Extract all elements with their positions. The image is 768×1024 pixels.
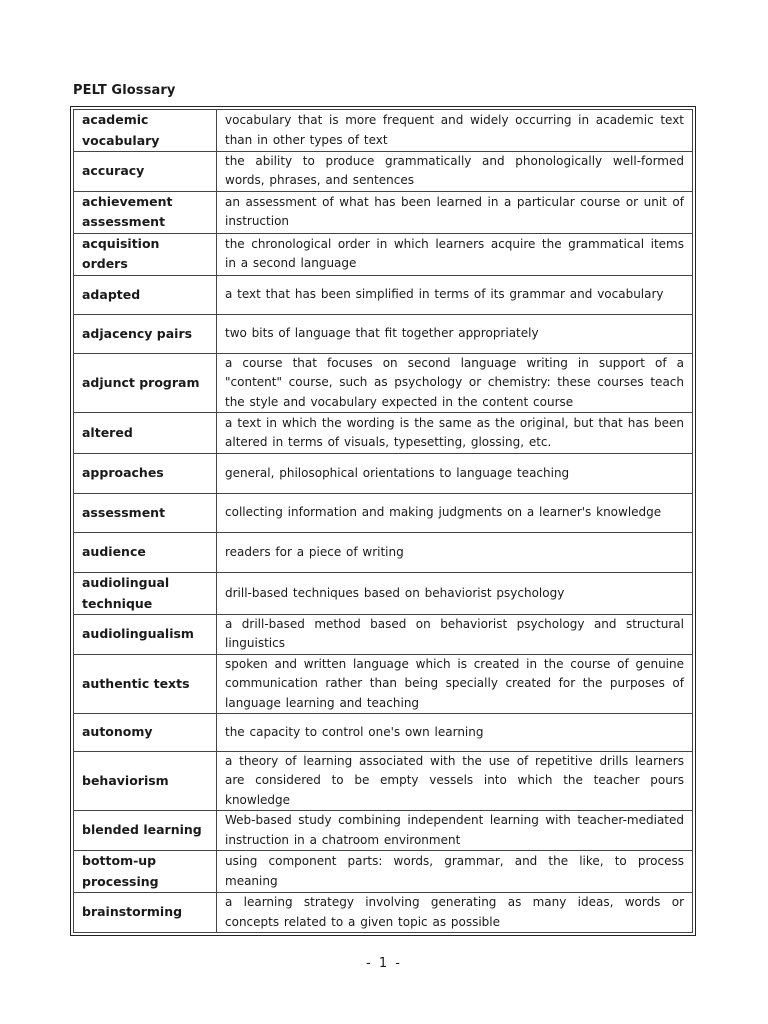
glossary-term: achievement assessment (74, 191, 217, 233)
glossary-term: accuracy (74, 152, 217, 192)
glossary-row (74, 893, 693, 933)
glossary-row (74, 353, 693, 412)
glossary-term: autonomy (74, 714, 217, 752)
glossary-row (74, 191, 693, 233)
glossary-definition: spoken and written language which is created in the course of genuine communication rather than being specially created for the purposes of language learning and teaching (217, 654, 693, 713)
glossary-term: blended learning (74, 811, 217, 851)
glossary-row (74, 851, 693, 893)
glossary-term: audiolingualism (74, 615, 217, 655)
glossary-definition: the chronological order in which learners acquire the grammatical items in a second language (217, 233, 693, 275)
glossary-row (74, 152, 693, 192)
glossary-row (74, 533, 693, 573)
glossary-definition: the capacity to control one's own learning (217, 714, 693, 752)
glossary-term: adapted (74, 275, 217, 314)
glossary-definition: using component parts: words, grammar, and the like, to process meaning (217, 851, 693, 893)
glossary-term: adjacency pairs (74, 314, 217, 353)
glossary-term: audiolingual technique (74, 573, 217, 615)
glossary-term: audience (74, 533, 217, 573)
glossary-term: academic vocabulary (74, 110, 217, 152)
glossary-row (74, 573, 693, 615)
glossary-row (74, 275, 693, 314)
page-number: - 1 - (366, 956, 402, 971)
glossary-definition: vocabulary that is more frequent and widely occurring in academic text than in other types of text (217, 110, 693, 152)
glossary-definition: a learning strategy involving generating as many ideas, words or concepts related to a given topic as possible (217, 893, 693, 933)
glossary-definition: drill-based techniques based on behaviorist psychology (217, 573, 693, 615)
glossary-definition: Web-based study combining independent learning with teacher-mediated instruction in a chatroom environment (217, 811, 693, 851)
glossary-definition: a course that focuses on second language writing in support of a "content" course, such as psychology or chemistry: these courses teach the style and vocabulary expected in the content course (217, 353, 693, 412)
glossary-term: bottom-up processing (74, 851, 217, 893)
glossary-definition: a drill-based method based on behaviorist psychology and structural linguistics (217, 615, 693, 655)
glossary-definition: a text in which the wording is the same as the original, but that has been altered in terms of visuals, typesetting, glossing, etc. (217, 413, 693, 454)
glossary-term: assessment (74, 494, 217, 533)
glossary-term: acquisition orders (74, 233, 217, 275)
glossary-term: altered (74, 413, 217, 454)
glossary-definition: readers for a piece of writing (217, 533, 693, 573)
glossary-row (74, 714, 693, 752)
glossary-row (74, 314, 693, 353)
glossary-term: behaviorism (74, 752, 217, 811)
glossary-row (74, 454, 693, 494)
glossary-row (74, 811, 693, 851)
glossary-term: approaches (74, 454, 217, 494)
glossary-term: authentic texts (74, 654, 217, 713)
glossary-row (74, 494, 693, 533)
glossary-row (74, 110, 693, 152)
glossary-row (74, 413, 693, 454)
glossary-definition: a theory of learning associated with the use of repetitive drills learners are considered to be empty vessels into which the teacher pours knowledge (217, 752, 693, 811)
glossary-row (74, 752, 693, 811)
glossary-table (73, 109, 693, 933)
glossary-definition: an assessment of what has been learned in a particular course or unit of instruction (217, 191, 693, 233)
glossary-row (74, 233, 693, 275)
glossary-row (74, 615, 693, 655)
document-title: PELT Glossary (73, 83, 176, 98)
glossary-row (74, 654, 693, 713)
glossary-definition: collecting information and making judgments on a learner's knowledge (217, 494, 693, 533)
glossary-term: brainstorming (74, 893, 217, 933)
glossary-definition: two bits of language that fit together appropriately (217, 314, 693, 353)
glossary-definition: a text that has been simplified in terms of its grammar and vocabulary (217, 275, 693, 314)
glossary-definition: the ability to produce grammatically and phonologically well-formed words, phrases, and sentences (217, 152, 693, 192)
glossary-term: adjunct program (74, 353, 217, 412)
glossary-definition: general, philosophical orientations to language teaching (217, 454, 693, 494)
